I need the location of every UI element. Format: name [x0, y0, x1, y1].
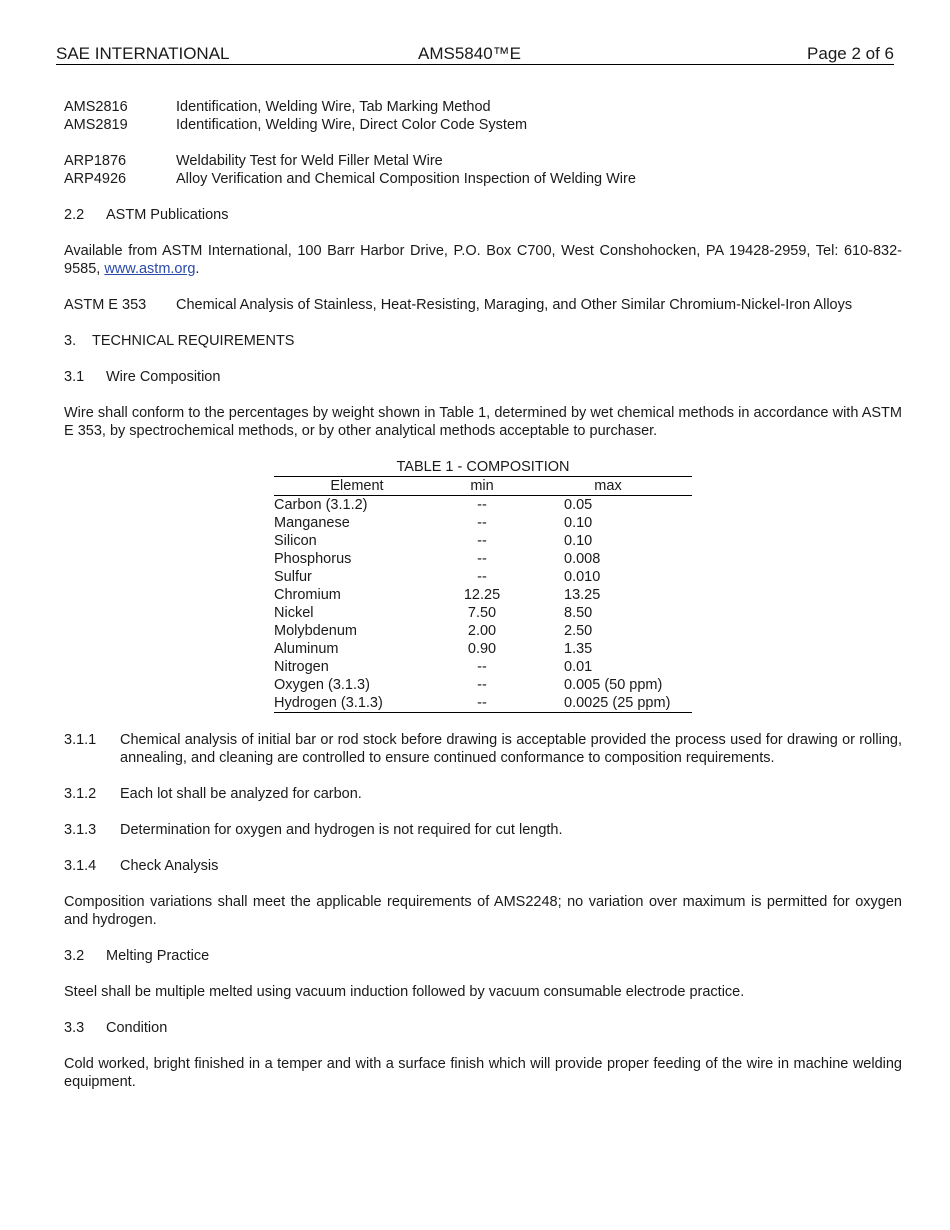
cell-max: 0.10 [564, 515, 593, 531]
astm-availability-paragraph [64, 242, 902, 278]
cell-element: Manganese [274, 515, 350, 531]
column-header-max: max [524, 477, 692, 496]
cell-max: 1.35 [564, 641, 593, 657]
reference-list-astm [64, 296, 902, 314]
cell-max: 2.50 [564, 623, 593, 639]
cell-element: Oxygen (3.1.3) [274, 677, 370, 693]
reference-list-ams [64, 98, 902, 134]
section-title: Melting Practice [106, 948, 210, 964]
cell-min: -- [477, 533, 487, 549]
cell-element: Nitrogen [274, 659, 329, 675]
table-header-row [274, 477, 692, 496]
cell-element: Phosphorus [274, 551, 352, 567]
header-page-number: Page 2 of 6 [807, 44, 894, 63]
availability-suffix: . [195, 261, 200, 277]
reference-title: Identification, Welding Wire, Tab Marking Method [176, 99, 491, 115]
column-header-element: Element [274, 477, 440, 496]
table-caption: TABLE 1 - COMPOSITION [396, 459, 570, 475]
section-heading-3-2 [64, 947, 902, 965]
document-body [64, 98, 902, 1091]
section-number: 3.2 [64, 948, 85, 964]
reference-item [64, 170, 902, 188]
section-number: 3.1 [64, 369, 85, 385]
section-title: TECHNICAL REQUIREMENTS [92, 333, 295, 349]
cell-min: -- [477, 515, 487, 531]
section-3-1-2 [64, 785, 902, 803]
cell-max: 0.005 (50 ppm) [564, 677, 663, 693]
cell-max: 8.50 [564, 605, 593, 621]
cell-max: 0.010 [564, 569, 601, 585]
reference-code: AMS2816 [64, 99, 128, 115]
wire-composition-paragraph: Wire shall conform to the percentages by weight shown in Table 1, determined by wet chemical methods in accordance with ASTM E 353, by spectrochemical methods, or by other analytical methods acceptable to purchaser. [64, 405, 902, 439]
reference-title: Identification, Welding Wire, Direct Color Code System [176, 117, 528, 133]
cell-max: 0.05 [564, 497, 593, 513]
section-3-1-1 [64, 731, 902, 767]
header-doc-id: AMS5840™E [418, 44, 521, 63]
check-analysis-paragraph: Composition variations shall meet the applicable requirements of AMS2248; no variation over maximum is permitted for oxygen and hydrogen. [64, 894, 902, 928]
cell-min: 7.50 [467, 605, 497, 621]
table-row [274, 622, 692, 640]
cell-min: -- [440, 694, 524, 713]
reference-code: ARP1876 [64, 153, 127, 169]
cell-min: -- [477, 569, 487, 585]
melting-practice-paragraph: Steel shall be multiple melted using vacuum induction followed by vacuum consumable electrode practice. [64, 984, 745, 1000]
cell-min: -- [477, 677, 487, 693]
section-number: 3. [64, 333, 77, 349]
table-row [274, 694, 692, 713]
section-number: 3.1.3 [64, 822, 97, 838]
cell-element: Hydrogen (3.1.3) [274, 694, 440, 713]
reference-item [64, 296, 902, 314]
header-org: SAE INTERNATIONAL [56, 44, 230, 63]
reference-list-arp [64, 152, 902, 188]
section-text: Determination for oxygen and hydrogen is not required for cut length. [120, 822, 563, 838]
section-heading-2-2 [64, 206, 902, 224]
cell-max: 0.10 [564, 533, 593, 549]
reference-title: Chemical Analysis of Stainless, Heat-Resisting, Maraging, and Other Similar Chromium-Nickel-Iron Alloys [176, 297, 853, 313]
cell-min: 2.00 [467, 623, 497, 639]
table-row [274, 496, 692, 515]
table-row [274, 514, 692, 532]
cell-element: Carbon (3.1.2) [274, 497, 368, 513]
table-body [274, 496, 692, 713]
section-title: Wire Composition [106, 369, 221, 385]
section-number: 3.1.4 [64, 858, 97, 874]
cell-element: Aluminum [274, 641, 339, 657]
reference-title: Weldability Test for Weld Filler Metal Wire [176, 153, 443, 169]
cell-element: Nickel [274, 605, 314, 621]
page-header [56, 44, 894, 65]
section-heading-3 [64, 332, 902, 350]
table-row [274, 658, 692, 676]
table-row [274, 604, 692, 622]
cell-min: -- [477, 497, 487, 513]
section-number: 3.1.1 [64, 732, 97, 748]
reference-code: AMS2819 [64, 117, 128, 133]
cell-max: 0.01 [564, 659, 593, 675]
reference-item [64, 116, 902, 134]
cell-min: -- [477, 551, 487, 567]
cell-min: -- [477, 659, 487, 675]
reference-item [64, 98, 902, 116]
cell-element: Molybdenum [274, 623, 358, 639]
composition-table-block [274, 458, 692, 713]
section-title: Check Analysis [120, 858, 219, 874]
cell-max: 0.0025 (25 ppm) [524, 694, 692, 713]
section-heading-3-1 [64, 368, 902, 386]
section-heading-3-1-4 [64, 857, 902, 875]
table-row [274, 532, 692, 550]
cell-element: Sulfur [274, 569, 312, 585]
reference-code: ARP4926 [64, 171, 127, 187]
availability-text: Available from ASTM International, 100 Barr Harbor Drive, P.O. Box C700, West Conshohocken, PA 19428-2959, Tel: 610-832-9585, [64, 243, 902, 277]
section-text: Each lot shall be analyzed for carbon. [120, 786, 362, 802]
table-row [274, 586, 692, 604]
section-3-1-3 [64, 821, 902, 839]
section-heading-3-3 [64, 1019, 902, 1037]
reference-item [64, 152, 902, 170]
section-number: 3.3 [64, 1020, 85, 1036]
section-text: Chemical analysis of initial bar or rod stock before drawing is acceptable provided the process used for drawing or rolling, annealing, and cleaning are controlled to ensure continued conformance to composition requirements. [120, 732, 902, 766]
condition-paragraph: Cold worked, bright finished in a temper and with a surface finish which will provide proper feeding of the wire in machine welding equipment. [64, 1056, 902, 1090]
reference-title: Alloy Verification and Chemical Composition Inspection of Welding Wire [176, 171, 636, 187]
reference-code: ASTM E 353 [64, 297, 147, 313]
section-title: Condition [106, 1020, 168, 1036]
composition-table [274, 476, 692, 713]
cell-element: Chromium [274, 587, 341, 603]
table-row [274, 550, 692, 568]
astm-website-link[interactable]: www.astm.org [104, 261, 196, 277]
section-title: ASTM Publications [106, 207, 229, 223]
table-row [274, 640, 692, 658]
table-row [274, 568, 692, 586]
cell-max: 13.25 [564, 587, 601, 603]
column-header-min: min [440, 477, 524, 496]
section-number: 2.2 [64, 207, 85, 223]
cell-min: 12.25 [463, 587, 501, 603]
section-number: 3.1.2 [64, 786, 97, 802]
cell-max: 0.008 [564, 551, 601, 567]
table-row [274, 676, 692, 694]
cell-element: Silicon [274, 533, 317, 549]
cell-min: 0.90 [467, 641, 497, 657]
